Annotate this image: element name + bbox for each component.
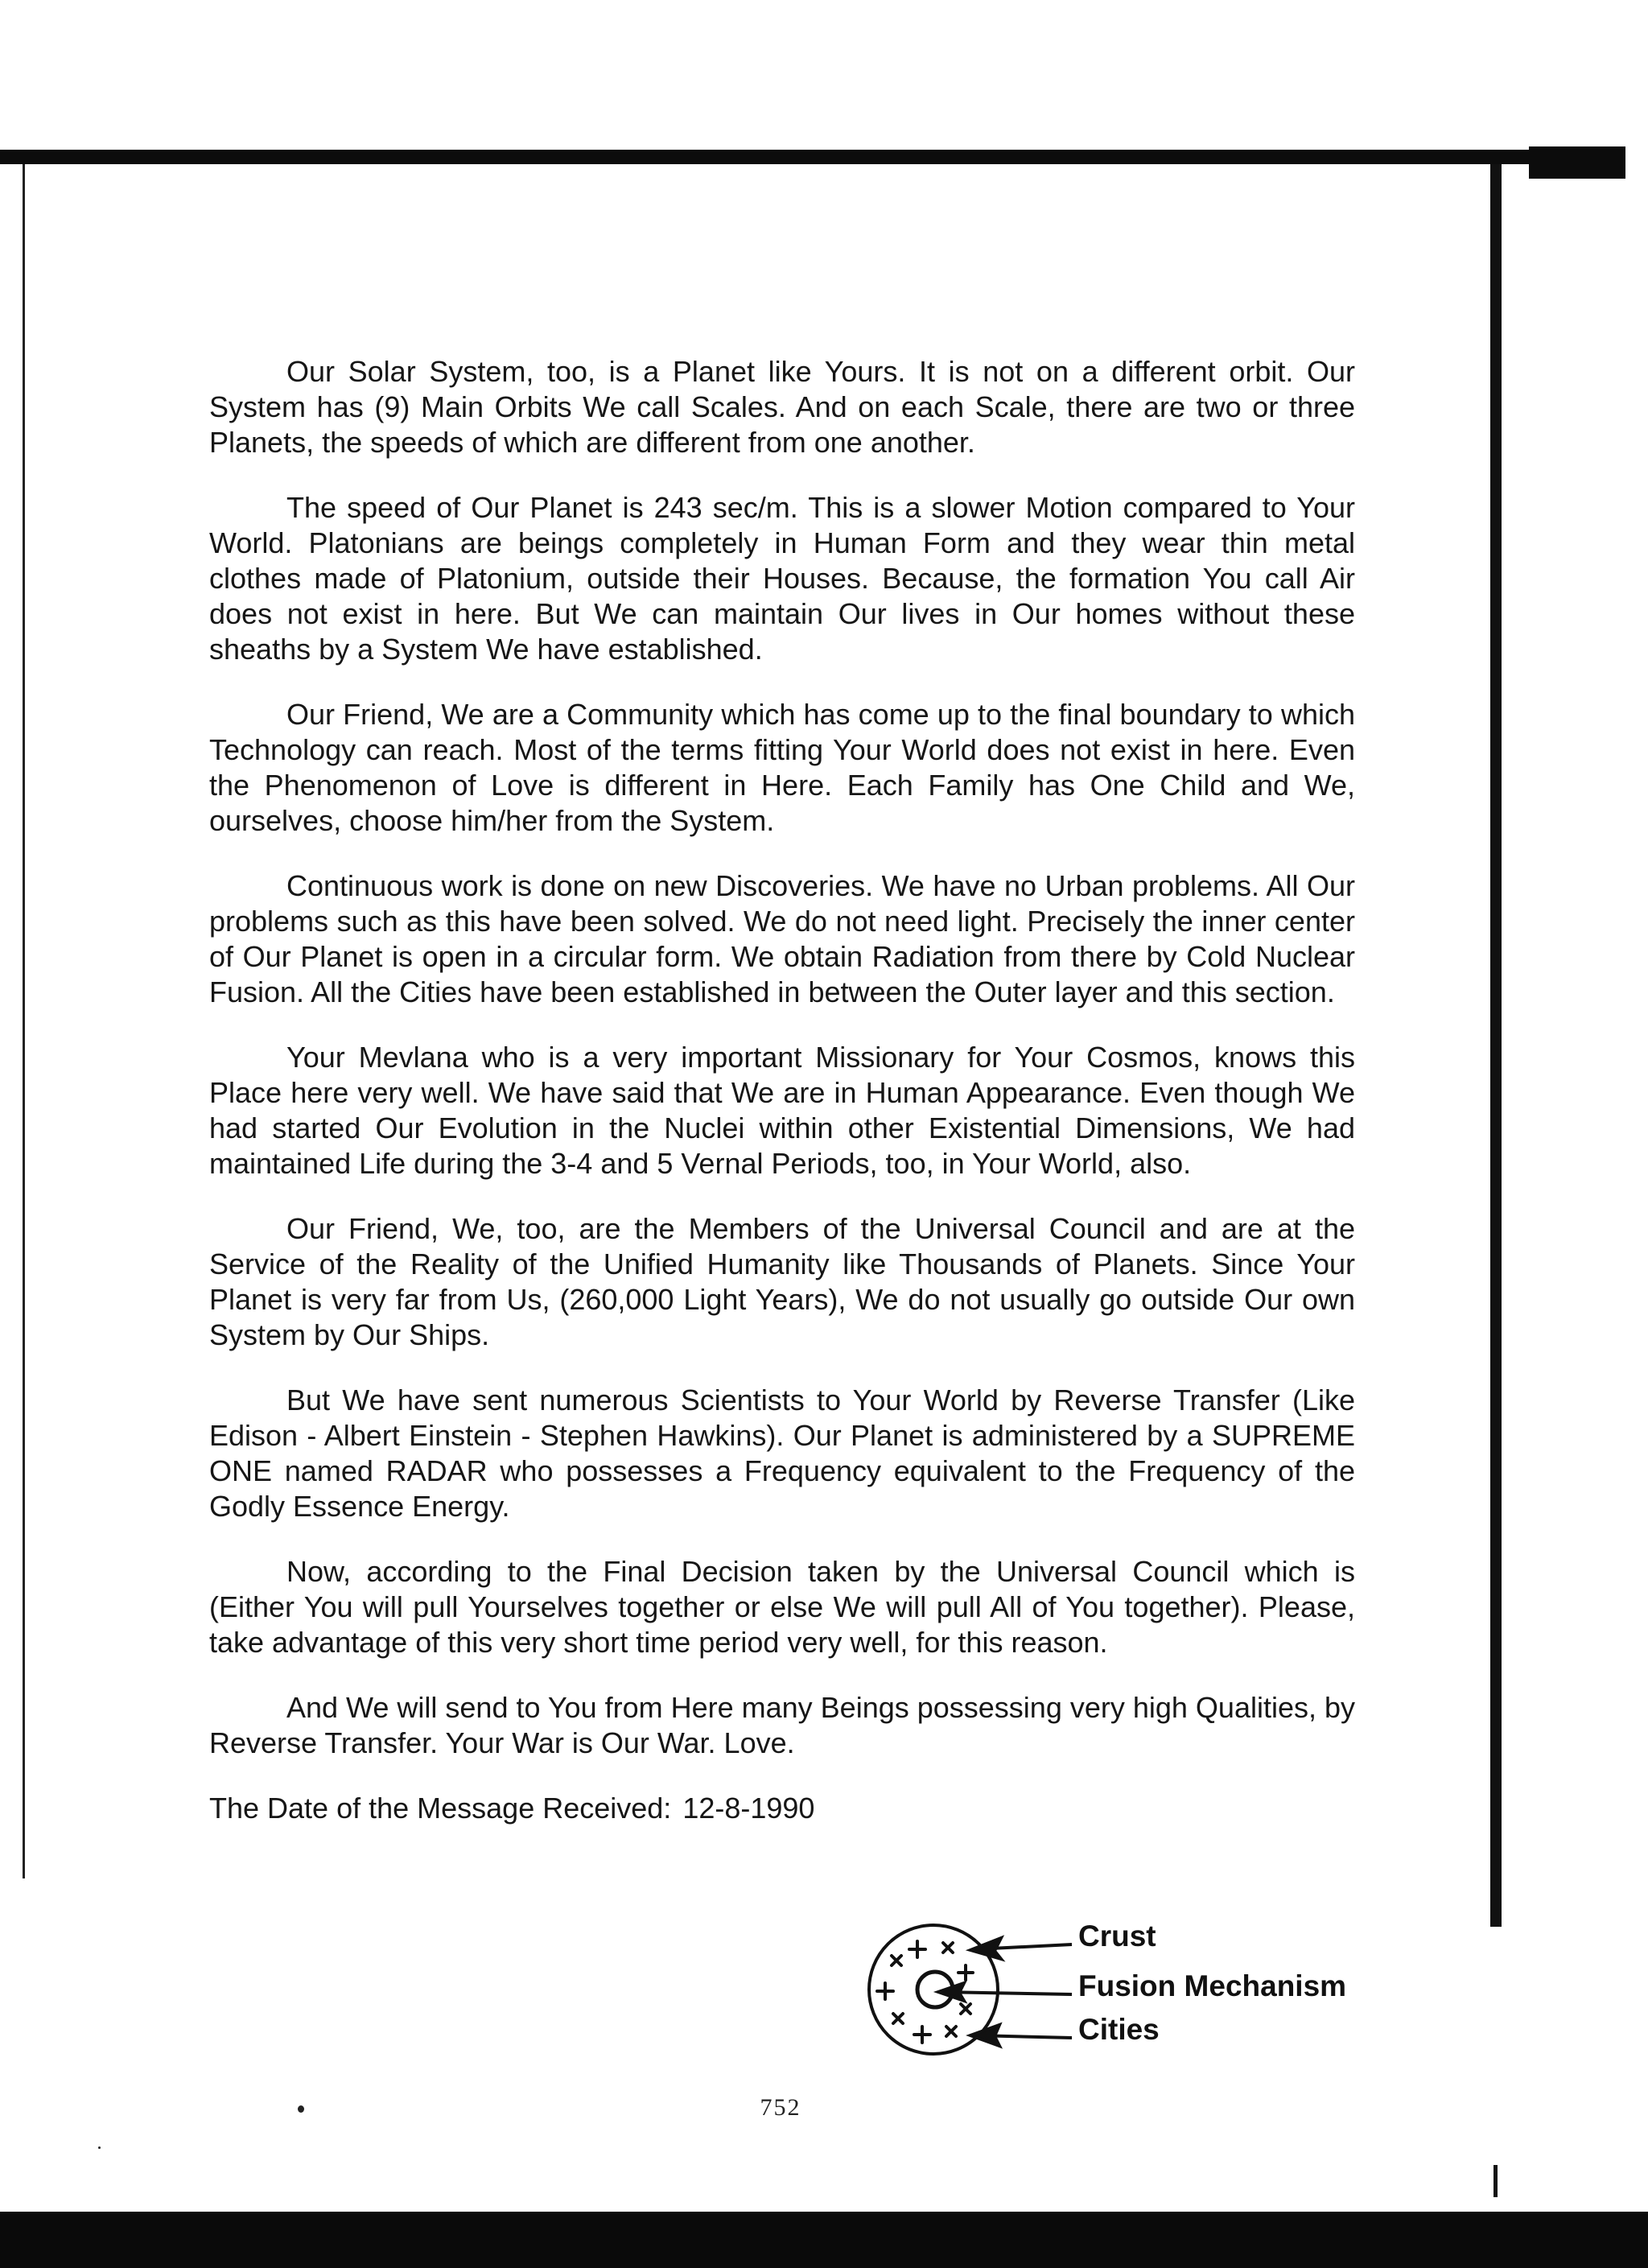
paragraph: Now, according to the Final Decision taken by the Universal Council which is (Either You will pull Yourselves together or else We will pull All of You together). Please, take advantage of this very short time period very well, for this reason. bbox=[209, 1555, 1355, 1659]
scan-speck bbox=[98, 2146, 101, 2149]
label-fusion-mechanism: Fusion Mechanism bbox=[1078, 1969, 1347, 2002]
label-cities: Cities bbox=[1078, 2013, 1160, 2046]
scan-border-left bbox=[23, 164, 25, 1878]
label-crust: Crust bbox=[1078, 1920, 1156, 1953]
paragraph: Our Friend, We, too, are the Members of the Universal Council and are at the Service of the Reality of the Unified Humanity like Thousands of Planets. Since Your Planet is very far from Us, (260,000 Light Years), We do not usually go outside Our own System by Our Ships. bbox=[209, 1212, 1355, 1351]
scan-border-right bbox=[1490, 164, 1502, 1927]
paragraph: Your Mevlana who is a very important Missionary for Your Cosmos, knows this Place here very well. We have said that We are in Human Appearance. Even though We had started Our Evolution in the Nuclei within other Existential Dimensions, We had maintained Life during the 3-4 and 5 Vernal Periods, too, in Your World, also. bbox=[209, 1041, 1355, 1180]
scan-border-top-corner bbox=[1529, 146, 1625, 179]
scan-speck bbox=[298, 2105, 304, 2113]
scan-border-right-stub bbox=[1494, 2165, 1498, 2197]
scan-border-bottom bbox=[0, 2212, 1648, 2268]
planet-cross-section-diagram bbox=[853, 1909, 1368, 2102]
paragraph: Continuous work is done on new Discoveries. We have no Urban problems. All Our problems such as this have been solved. We do not need light. Precisely the inner center of Our Planet is open in a circular form. We obtain Radiation from there by Cold Nuclear Fusion. All the Cities have been established in between the Outer layer and this section. bbox=[209, 869, 1355, 1008]
document-body bbox=[209, 354, 1355, 1826]
paragraph: Our Friend, We are a Community which has come up to the final boundary to which Technology can reach. Most of the terms fitting Your World does not exist in here. Even the Phenomenon of Love is different in Here. Each Family has One Child and We, ourselves, choose him/her from the System. bbox=[209, 698, 1355, 837]
scan-border-top bbox=[0, 150, 1617, 164]
message-date-line bbox=[209, 1791, 1355, 1826]
paragraph: But We have sent numerous Scientists to Your World by Reverse Transfer (Like Edison - Albert Einstein - Stephen Hawkins). Our Planet is administered by a SUPREME ONE named RADAR who possesses a Frequency equivalent to the Frequency of the Godly Essence Energy. bbox=[209, 1383, 1355, 1523]
paragraph: The speed of Our Planet is 243 sec/m. This is a slower Motion compared to Your World. Platonians are beings completely in Human Form and they wear thin metal clothes made of Platonium, outside their Houses. Because, the formation You call Air does not exist in here. But We can maintain Our lives in Our homes without these sheaths by a System We have established. bbox=[209, 491, 1355, 666]
message-date-label: The Date of the Message Received: bbox=[209, 1792, 672, 1825]
diagram-leader-lines bbox=[938, 1938, 1072, 2046]
page-number: 752 bbox=[760, 2094, 801, 2121]
paragraph: And We will send to You from Here many Beings possessing very high Qualities, by Reverse Transfer. Your War is Our War. Love. bbox=[209, 1691, 1356, 1759]
message-date-value: 12-8-1990 bbox=[682, 1792, 815, 1825]
paragraph: Our Solar System, too, is a Planet like Yours. It is not on a different orbit. Our System has (9) Main Orbits We call Scales. And on each Scale, there are two or three Planets, the speeds of which are different from one another. bbox=[209, 355, 1355, 459]
